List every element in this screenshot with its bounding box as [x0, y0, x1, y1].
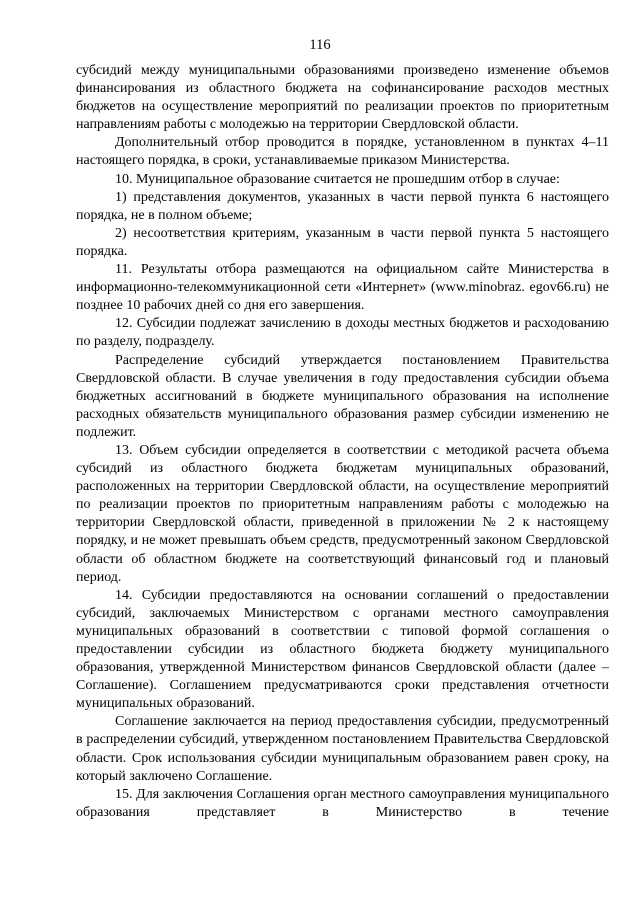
paragraph-agreement: Соглашение заключается на период предоставления субсидии, предусмотренный в распределении субсидий, утвержденном постановлением Правительства Свердловской области. Срок использования субсидии муниципальным образованием равен сроку, на который заключено Соглашение. [76, 714, 609, 784]
paragraph-item-15: 15. Для заключения Соглашения орган местного самоуправления муниципального образования представляет в Министерство в течение [76, 786, 609, 820]
paragraph-item-13: 13. Объем субсидии определяется в соответствии с методикой расчета объема субсидий из областного бюджета бюджетам муниципальных образований, расположенных на территории Свердловской области, на осуществление мероприятий по реализации проектов по приоритетным направлениям работы с молодежью на территории Свердловской области, приведенной в приложении № 2 к настоящему порядку, и не может превышать объем средств, предусмотренный законом Свердловской области об областном бюджете на соответствующий финансовый год и плановый период. [76, 442, 609, 585]
page-number: 116 [309, 37, 331, 53]
paragraph-distribution: Распределение субсидий утверждается постановлением Правительства Свердловской области. В случае увеличения в году предоставления субсидии объема бюджетных ассигнований в бюджете муниципального образования на исполнение расходных обязательств муниципального образования размер субсидии изменению не подлежит. [76, 352, 609, 440]
paragraph-item-10-sub-1: 1) представления документов, указанных в части первой пункта 6 настоящего порядка, не в полном объеме; [76, 189, 609, 223]
paragraph-continuation: субсидий между муниципальными образованиями произведено изменение объемов финансирования из областного бюджета на софинансирование расходов местных бюджетов на осуществление мероприятий по реализации проектов по приоритетным направлениям работы с молодежью на территории Свердловской области. [76, 63, 609, 133]
paragraph-item-14: 14. Субсидии предоставляются на основании соглашений о предоставлении субсидий, заключаемых Министерством с органами местного самоуправления муниципальных образований в соответствии с типовой формой соглашения о предоставлении субсидии из областного бюджета бюджету муниципального образования, утвержденной Министерством финансов Свердловской области (далее – Соглашение). Соглашением предусматриваются сроки представления отчетности муниципальных образований. [76, 587, 609, 712]
document-body [76, 62, 609, 822]
paragraph-item-10-sub-2: 2) несоответствия критериям, указанным в части первой пункта 5 настоящего порядка. [76, 225, 609, 259]
paragraph-additional-selection: Дополнительный отбор проводится в порядке, установленном в пунктах 4–11 настоящего порядка, в сроки, устанавливаемые приказом Министерства. [76, 135, 609, 169]
paragraph-item-10: 10. Муниципальное образование считается не прошедшим отбор в случае: [115, 171, 560, 187]
paragraph-item-12: 12. Субсидии подлежат зачислению в доходы местных бюджетов и расходованию по разделу, подразделу. [76, 316, 609, 350]
paragraph-item-11: 11. Результаты отбора размещаются на официальном сайте Министерства в информационно-телекоммуникационной сети «Интернет» (www.minobraz. egov66.ru) не позднее 10 рабочих дней со дня его завершения. [76, 262, 609, 314]
